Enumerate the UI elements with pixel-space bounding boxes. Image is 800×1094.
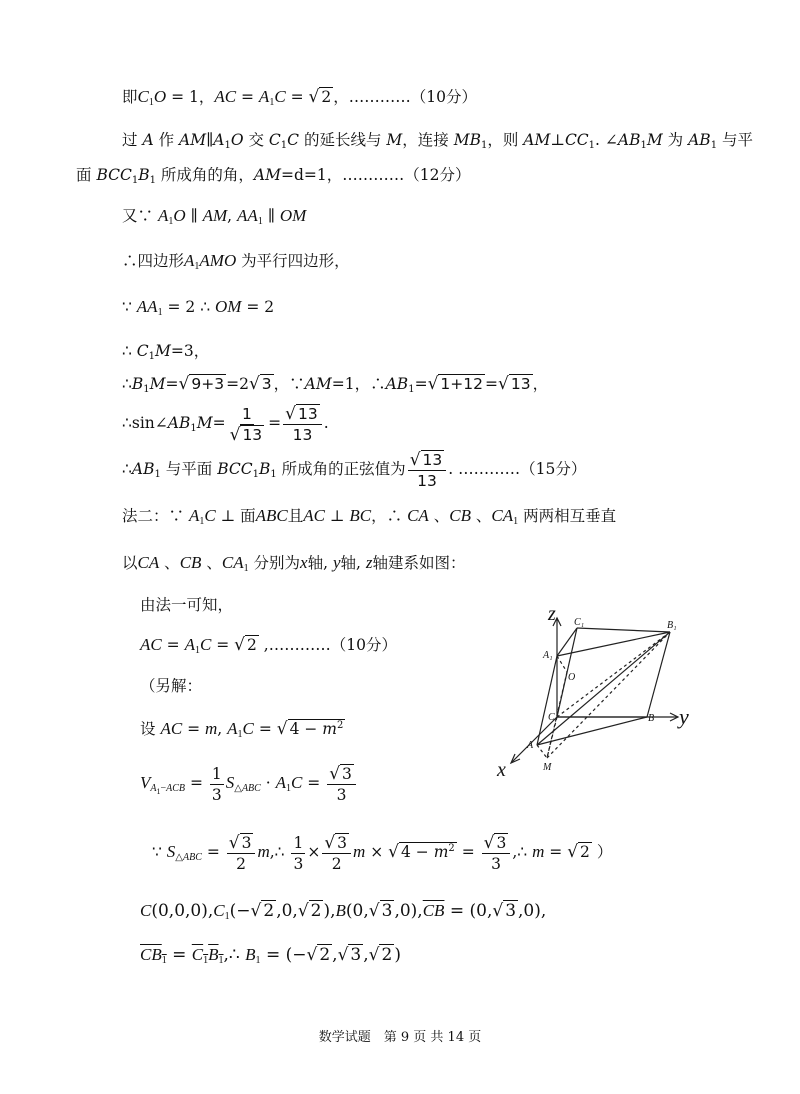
label-A1: A₁: [543, 650, 553, 661]
line-3: 面 $BCC_1B_1$ 所成角的角，AM=d=1，…………（12分）: [76, 166, 471, 186]
edge-C1-B1: [577, 628, 670, 632]
line-1: 即$C_1O = 1$，AC = $A_1C$ = √ 2 ，…………（10分）: [122, 87, 477, 108]
line-14: AC = $A_1C$ = √ 2 ,…………（10分）: [140, 635, 397, 656]
line-11: 法二：∵ $A_1C$ ⊥ 面ABC且AC ⊥ BC，∴ CA 、CB 、$CA_1$ 两两相互垂直: [122, 506, 617, 527]
dashed-M-B1: [547, 632, 670, 758]
label-O: O: [568, 672, 576, 683]
line-9: $\therefore\sin\angle AB_1M=$ $\frac{1}{√ 13}$ = $\frac{√ 13}{13}$ .: [122, 403, 329, 445]
label-z: z: [548, 603, 556, 625]
line-19: $C(0,0,0),C_1(-√$ 2 ,0,√ 2 ),B(0,√ 3 $,0),\overline{CB} = (0,√$ 3 ,0),: [140, 901, 547, 922]
line-15: （另解：: [140, 677, 203, 695]
line-8: $\therefore B_1M=√$ 9+3 =2√ 3 ，∵AM=1，$\therefore AB_1=√$ 1+12 =√ 13 ，: [122, 374, 549, 395]
x-axis: [511, 717, 557, 763]
line-12: 以CA 、CB 、$CA_1$ 分别为x轴, y轴, z轴建系如图：: [122, 553, 466, 574]
line-10: $\therefore AB_1$ 与平面 $BCC_1B_1$ 所成角的正弦值为 $\frac{√ 13}{13}$ . …………（15分）: [122, 449, 587, 490]
line-17: $V_{A_1-ACB}$ = $\frac{1}{3}$ $S_{\triangle ABC} \cdot A_1C$ = $\frac{√ 3}{3}$: [140, 760, 358, 815]
line-2: 过 A 作 $AM\parallel A_1O$ 交 $C_1C$ 的延长线与 M，连接 $MB_1$，则 $AM\perp CC_1$. $\angle AB_1M$ 为 $AB_1$ 与平: [122, 131, 753, 151]
label-C: C: [548, 712, 555, 723]
line-5: ∴四边形$A_1AMO$ 为平行四边形，: [122, 251, 350, 272]
label-B: B: [648, 713, 655, 724]
dashed-A-M: [537, 745, 547, 758]
label-M: M: [543, 762, 552, 773]
line-6: ∵ $AA_1 = 2$ ∴ OM = 2: [122, 297, 275, 318]
label-B1: B₁: [667, 620, 677, 631]
line-4: 又∵ $A_1O$ ∥ AM, $AA_1$ ∥ OM: [122, 206, 307, 227]
line-18: ∵ $S_{\triangle ABC}$ = $\frac{√ 3}{2}$ m,∴ $\frac{1}{3}$ × $\frac{√ 3}{2}$ m × √ $4 - m^2$ = $\frac{√ 3}{3}$ ,∴ m = √ 2 ）: [152, 832, 613, 873]
dashed-A1-O: [557, 656, 567, 672]
line-7: ∴ $C_1M=3$，: [122, 342, 210, 362]
line-20: $CB_1$ = $C_1B_1,\therefore$ $B_1$ = (−√ 2 ,√ 3 ,√ 2 ): [140, 945, 401, 966]
line-16: 设 AC = m, $A_1C$ = √ $4 - m^2$: [140, 719, 344, 740]
line-13: 由法一可知，: [140, 596, 234, 614]
label-x: x: [497, 759, 506, 780]
page-footer: 数学试题 第 9 页 共 14 页: [318, 1030, 482, 1045]
label-A: A: [527, 740, 534, 751]
label-C1: C₁: [574, 617, 585, 628]
edge-B-B1: [647, 632, 670, 717]
coordinate-figure: [495, 600, 705, 780]
label-y: y: [679, 704, 689, 729]
